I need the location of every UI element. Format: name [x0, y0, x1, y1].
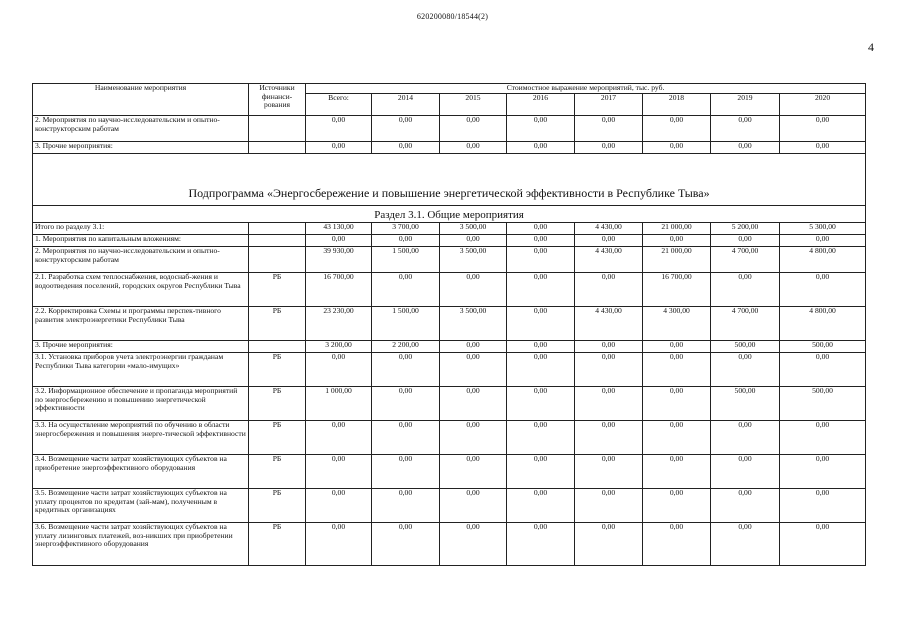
table-row [33, 353, 866, 387]
row-value: 0,00 [507, 235, 575, 247]
row-name: 3. Прочие мероприятия: [33, 142, 249, 154]
row-value: 0,00 [372, 353, 440, 387]
row-value: 0,00 [643, 341, 711, 353]
row-value: 0,00 [372, 455, 440, 489]
row-value: 0,00 [711, 235, 780, 247]
row-value: 3 500,00 [440, 223, 507, 235]
header-year-2: 2015 [440, 94, 507, 116]
row-value: 0,00 [780, 116, 866, 142]
row-value: 4 700,00 [711, 307, 780, 341]
row-source [249, 235, 306, 247]
row-value: 0,00 [780, 273, 866, 307]
row-name: 1. Мероприятия по капитальным вложениям: [33, 235, 249, 247]
row-value: 0,00 [440, 273, 507, 307]
row-value: 4 300,00 [643, 307, 711, 341]
table-row [33, 223, 866, 235]
row-value: 0,00 [507, 387, 575, 421]
row-name: 2.2. Корректировка Схемы и программы перспек-тивного развития электроэнергетики Республики Тыва [33, 307, 249, 341]
row-name: 2.1. Разработка схем теплоснабжения, водоснаб-жения и водоотведения поселений, городских округов Республики Тыва [33, 273, 249, 307]
row-value: 0,00 [306, 421, 372, 455]
header-year-6: 2019 [711, 94, 780, 116]
row-value: 500,00 [780, 341, 866, 353]
row-value: 0,00 [643, 116, 711, 142]
table-row [33, 489, 866, 523]
row-source: РБ [249, 489, 306, 523]
row-value: 0,00 [306, 455, 372, 489]
row-value: 0,00 [780, 142, 866, 154]
row-value: 0,00 [711, 455, 780, 489]
row-value: 0,00 [306, 489, 372, 523]
row-value: 0,00 [440, 489, 507, 523]
table-row [33, 455, 866, 489]
header-year-0: Всего: [306, 94, 372, 116]
row-value: 0,00 [575, 421, 643, 455]
row-value: 0,00 [507, 116, 575, 142]
header-cost-group: Стоимостное выражение мероприятий, тыс. руб. [306, 84, 866, 94]
table-row [33, 142, 866, 154]
row-value: 0,00 [575, 341, 643, 353]
row-value: 2 200,00 [372, 341, 440, 353]
header-row-top [33, 84, 866, 94]
header-year-3: 2016 [507, 94, 575, 116]
table-row [33, 341, 866, 353]
table-row [33, 307, 866, 341]
row-value: 0,00 [575, 235, 643, 247]
row-value: 0,00 [440, 523, 507, 566]
row-source: РБ [249, 455, 306, 489]
row-value: 0,00 [711, 421, 780, 455]
row-name: Итого по разделу 3.1: [33, 223, 249, 235]
row-value: 5 200,00 [711, 223, 780, 235]
row-value: 0,00 [780, 523, 866, 566]
row-value: 0,00 [575, 353, 643, 387]
subprogram-title-row [33, 154, 866, 206]
row-value: 0,00 [643, 421, 711, 455]
row-value: 0,00 [372, 142, 440, 154]
row-value: 0,00 [575, 116, 643, 142]
header-year-4: 2017 [575, 94, 643, 116]
row-value: 0,00 [507, 223, 575, 235]
row-value: 0,00 [440, 235, 507, 247]
table-row [33, 523, 866, 566]
row-source: РБ [249, 421, 306, 455]
row-value: 0,00 [372, 235, 440, 247]
row-value: 21 000,00 [643, 223, 711, 235]
row-value: 0,00 [780, 455, 866, 489]
funding-table [32, 83, 866, 566]
table-row [33, 273, 866, 307]
row-value: 3 200,00 [306, 341, 372, 353]
row-value: 0,00 [507, 421, 575, 455]
row-value: 3 500,00 [440, 307, 507, 341]
row-value: 0,00 [575, 142, 643, 154]
document-id: 620200080/18544(2) [416, 12, 489, 21]
row-value: 0,00 [643, 455, 711, 489]
row-value: 0,00 [643, 387, 711, 421]
row-value: 0,00 [372, 421, 440, 455]
row-value: 0,00 [507, 353, 575, 387]
row-value: 0,00 [643, 489, 711, 523]
row-value: 0,00 [711, 142, 780, 154]
row-value: 0,00 [711, 523, 780, 566]
row-name: 3.5. Возмещение части затрат хозяйствующих субъектов на уплату процентов по кредитам (зай-мам), полученным в кредитных организациях [33, 489, 249, 523]
row-value: 3 500,00 [440, 247, 507, 273]
row-name: 2. Мероприятия по научно-исследовательским и опытно-конструкторским работам [33, 116, 249, 142]
table-row [33, 116, 866, 142]
row-source [249, 142, 306, 154]
table-row [33, 387, 866, 421]
row-value: 0,00 [372, 273, 440, 307]
table-row [33, 235, 866, 247]
row-value: 0,00 [575, 455, 643, 489]
row-value: 0,00 [575, 387, 643, 421]
row-value: 0,00 [507, 341, 575, 353]
row-value: 0,00 [440, 341, 507, 353]
row-source [249, 247, 306, 273]
row-value: 1 500,00 [372, 307, 440, 341]
row-value: 0,00 [575, 273, 643, 307]
header-year-1: 2014 [372, 94, 440, 116]
row-value: 0,00 [507, 247, 575, 273]
row-value: 4 800,00 [780, 307, 866, 341]
row-value: 500,00 [780, 387, 866, 421]
row-value: 0,00 [440, 387, 507, 421]
row-value: 0,00 [780, 421, 866, 455]
row-name: 3.4. Возмещение части затрат хозяйствующих субъектов на приобретение энергоэффективного оборудования [33, 455, 249, 489]
section-title: Раздел 3.1. Общие мероприятия [33, 206, 866, 223]
row-value: 0,00 [372, 116, 440, 142]
row-value: 4 430,00 [575, 223, 643, 235]
row-name: 3.1. Установка приборов учета электроэнергии гражданам Республики Тыва категории «мало-имущих» [33, 353, 249, 387]
row-value: 0,00 [306, 142, 372, 154]
row-value: 4 700,00 [711, 247, 780, 273]
table-row [33, 421, 866, 455]
row-value: 4 430,00 [575, 307, 643, 341]
row-value: 0,00 [507, 142, 575, 154]
row-value: 0,00 [440, 142, 507, 154]
row-value: 0,00 [643, 353, 711, 387]
row-value: 0,00 [372, 523, 440, 566]
row-value: 5 300,00 [780, 223, 866, 235]
header-year-5: 2018 [643, 94, 711, 116]
row-value: 0,00 [440, 353, 507, 387]
row-source: РБ [249, 273, 306, 307]
row-source: РБ [249, 523, 306, 566]
row-value: 0,00 [643, 235, 711, 247]
row-value: 0,00 [306, 523, 372, 566]
row-value: 0,00 [507, 455, 575, 489]
row-source: РБ [249, 387, 306, 421]
row-value: 0,00 [440, 455, 507, 489]
section-title-row [33, 206, 866, 223]
row-value: 16 700,00 [643, 273, 711, 307]
row-value: 23 230,00 [306, 307, 372, 341]
row-value: 0,00 [711, 273, 780, 307]
row-value: 1 000,00 [306, 387, 372, 421]
row-source: РБ [249, 353, 306, 387]
row-value: 0,00 [711, 116, 780, 142]
row-value: 1 500,00 [372, 247, 440, 273]
row-value: 0,00 [507, 523, 575, 566]
row-value: 0,00 [372, 489, 440, 523]
row-value: 0,00 [575, 523, 643, 566]
row-value: 0,00 [780, 235, 866, 247]
row-value: 4 800,00 [780, 247, 866, 273]
header-year-7: 2020 [780, 94, 866, 116]
row-source [249, 116, 306, 142]
row-value: 0,00 [780, 353, 866, 387]
header-source: Источники финанси-рования [249, 84, 306, 116]
row-value: 43 130,00 [306, 223, 372, 235]
table-row [33, 247, 866, 273]
row-source [249, 223, 306, 235]
row-name: 2. Мероприятия по научно-исследовательским и опытно-конструкторским работам [33, 247, 249, 273]
row-value: 0,00 [372, 387, 440, 421]
row-value: 0,00 [306, 235, 372, 247]
row-value: 0,00 [711, 353, 780, 387]
row-value: 4 430,00 [575, 247, 643, 273]
row-value: 0,00 [711, 489, 780, 523]
subprogram-title: Подпрограмма «Энергосбережение и повышение энергетической эффективности в Республике Тыва» [33, 154, 866, 206]
row-value: 0,00 [507, 307, 575, 341]
row-source [249, 341, 306, 353]
row-value: 16 700,00 [306, 273, 372, 307]
row-value: 0,00 [306, 353, 372, 387]
row-value: 500,00 [711, 341, 780, 353]
row-value: 0,00 [306, 116, 372, 142]
row-value: 3 700,00 [372, 223, 440, 235]
row-name: 3.2. Информационное обеспечение и пропаганда мероприятий по энергосбережению и повышению энергетической эффективности [33, 387, 249, 421]
row-value: 39 930,00 [306, 247, 372, 273]
row-value: 500,00 [711, 387, 780, 421]
row-value: 0,00 [440, 421, 507, 455]
row-name: 3.3. На осуществление мероприятий по обучению в области энергосбережения и повышения энерге-тической эффективности [33, 421, 249, 455]
row-value: 0,00 [575, 489, 643, 523]
row-value: 0,00 [780, 489, 866, 523]
row-value: 0,00 [643, 523, 711, 566]
page-number: 4 [868, 40, 874, 54]
table-body [33, 84, 866, 566]
row-source: РБ [249, 307, 306, 341]
row-value: 0,00 [643, 142, 711, 154]
header-name: Наименование мероприятия [33, 84, 249, 116]
row-name: 3. Прочие мероприятия: [33, 341, 249, 353]
row-value: 0,00 [507, 489, 575, 523]
row-value: 0,00 [507, 273, 575, 307]
row-value: 21 000,00 [643, 247, 711, 273]
row-value: 0,00 [440, 116, 507, 142]
row-name: 3.6. Возмещение части затрат хозяйствующих субъектов на уплату лизинговых платежей, воз-никших при приобретении энергоэффективного оборудования [33, 523, 249, 566]
